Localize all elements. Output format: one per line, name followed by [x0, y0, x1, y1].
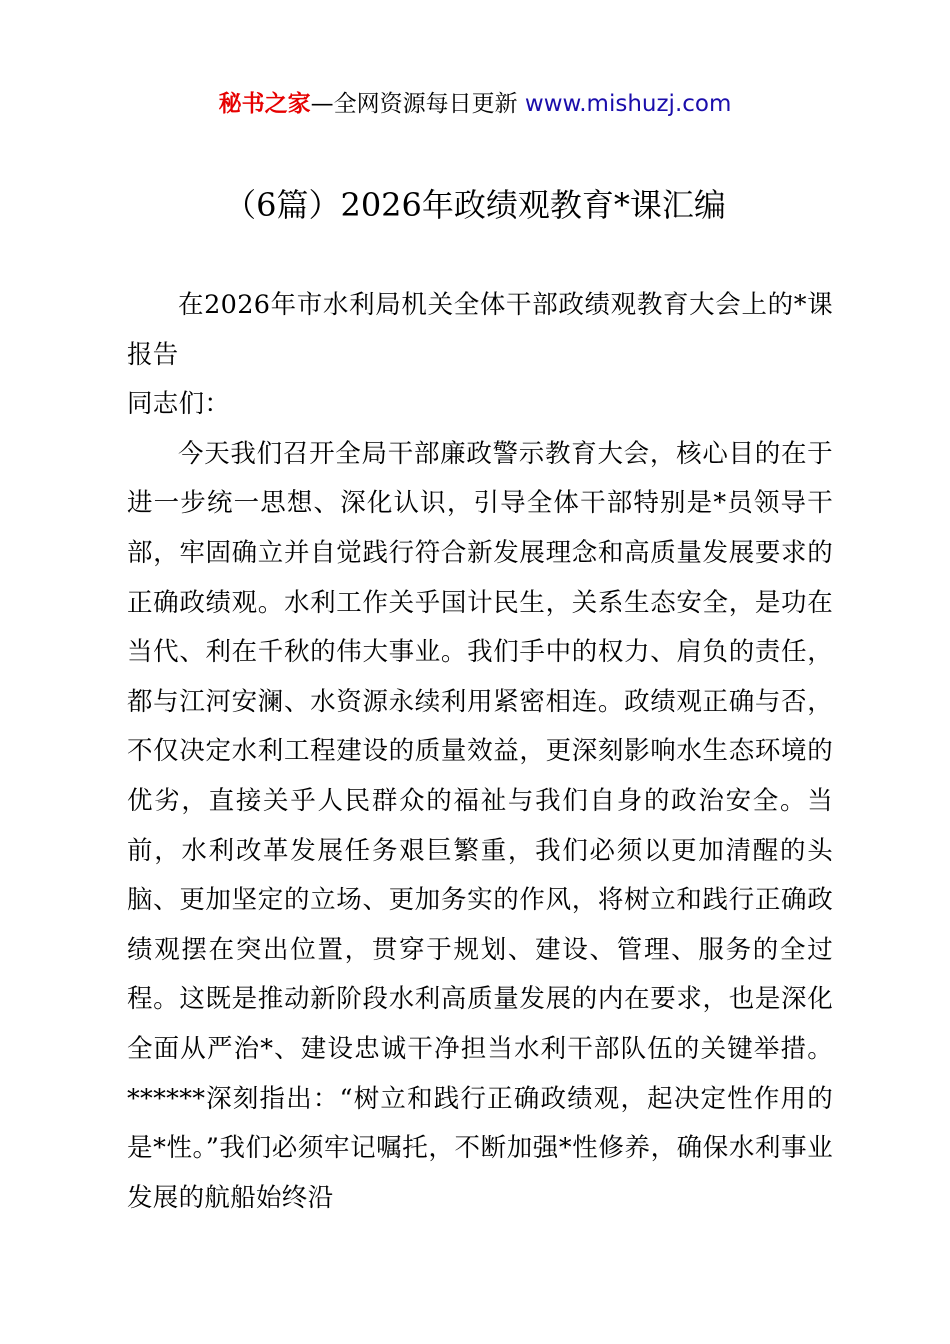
- site-url-link[interactable]: www.mishuzj.com: [524, 91, 732, 117]
- body-paragraph: 今天我们召开全局干部廉政警示教育大会，核心目的在于进一步统一思想、深化认识，引导全体干部特别是*员领导干部，牢固确立并自觉践行符合新发展理念和高质量发展要求的正确政绩观。水利工作关乎国计民生，关系生态安全，是功在当代、利在千秋的伟大事业。我们手中的权力、肩负的责任，都与江河安澜、水资源永续利用紧密相连。政绩观正确与否，不仅决定水利工程建设的质量效益，更深刻影响水生态环境的优劣，直接关乎人民群众的福祉与我们自身的政治安全。当前，水利改革发展任务艰巨繁重，我们必须以更加清醒的头脑、更加坚定的立场、更加务实的作风，将树立和践行正确政绩观摆在突出位置，贯穿于规划、建设、管理、服务的全过程。这既是推动新阶段水利高质量发展的内在要求，也是深化全面从严治*、建设忠诚干净担当水利干部队伍的关键举措。******深刻指出：“树立和践行正确政绩观，起决定性作用的是*性。”我们必须牢记嘱托，不断加强*性修养，确保水利事业发展的航船始终沿: [127, 438, 833, 1213]
- document-body: [127, 281, 833, 1223]
- salutation: 同志们：: [127, 389, 231, 420]
- report-subtitle: 在2026年市水利局机关全体干部政绩观教育大会上的*课报告: [127, 290, 833, 370]
- document-title: （6篇）2026年政绩观教育*课汇编: [224, 186, 726, 224]
- header-tagline: —全网资源每日更新: [310, 91, 518, 117]
- site-header: [0, 86, 950, 122]
- brand-name: 秘书之家: [218, 91, 311, 117]
